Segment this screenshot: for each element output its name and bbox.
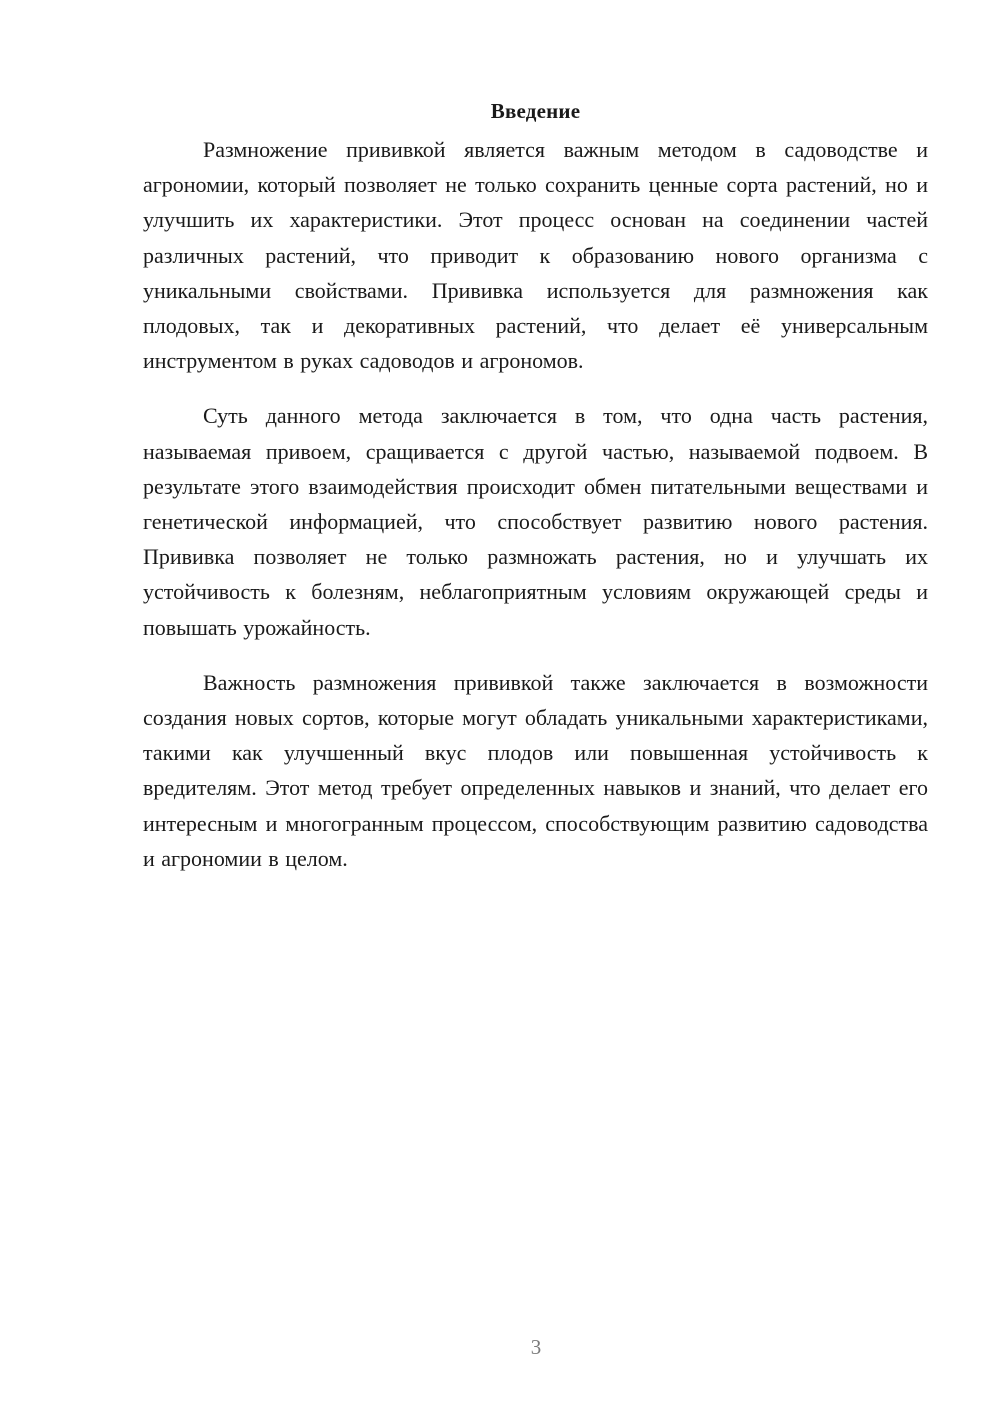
page-number: 3 <box>530 1335 542 1359</box>
paragraph-2: Суть данного метода заключается в том, что одна часть растения, называемая привоем, сращивается с другой частью, называемой подвоем. В результате этого взаимодействия происходит обмен питательными веществами и генетической информацией, что способствует развитию нового растения. Прививка позволяет не только размножать растения, но и улучшать их устойчивость к болезням, неблагоприятным условиям окружающей среды и повышать урожайность. <box>143 403 928 640</box>
section-heading: Введение <box>490 99 581 123</box>
paragraph-3: Важность размножения прививкой также заключается в возможности создания новых сортов, которые могут обладать уникальными характеристиками, такими как улучшенный вкус плодов или повышенная устойчивость к вредителям. Этот метод требует определенных навыков и знаний, что делает его интересным и многогранным процессом, способствующим развитию садоводства и агрономии в целом. <box>143 669 928 871</box>
document-body <box>143 96 928 896</box>
paragraph-1: Размножение прививкой является важным методом в садоводстве и агрономии, который позволяет не только сохранить ценные сорта растений, но и улучшить их характеристики. Этот процесс основан на соединении частей различных растений, что приводит к образованию нового организма с уникальными свойствами. Прививка используется для размножения как плодовых, так и декоративных растений, что делает её универсальным инструментом в руках садоводов и агрономов. <box>143 137 928 374</box>
